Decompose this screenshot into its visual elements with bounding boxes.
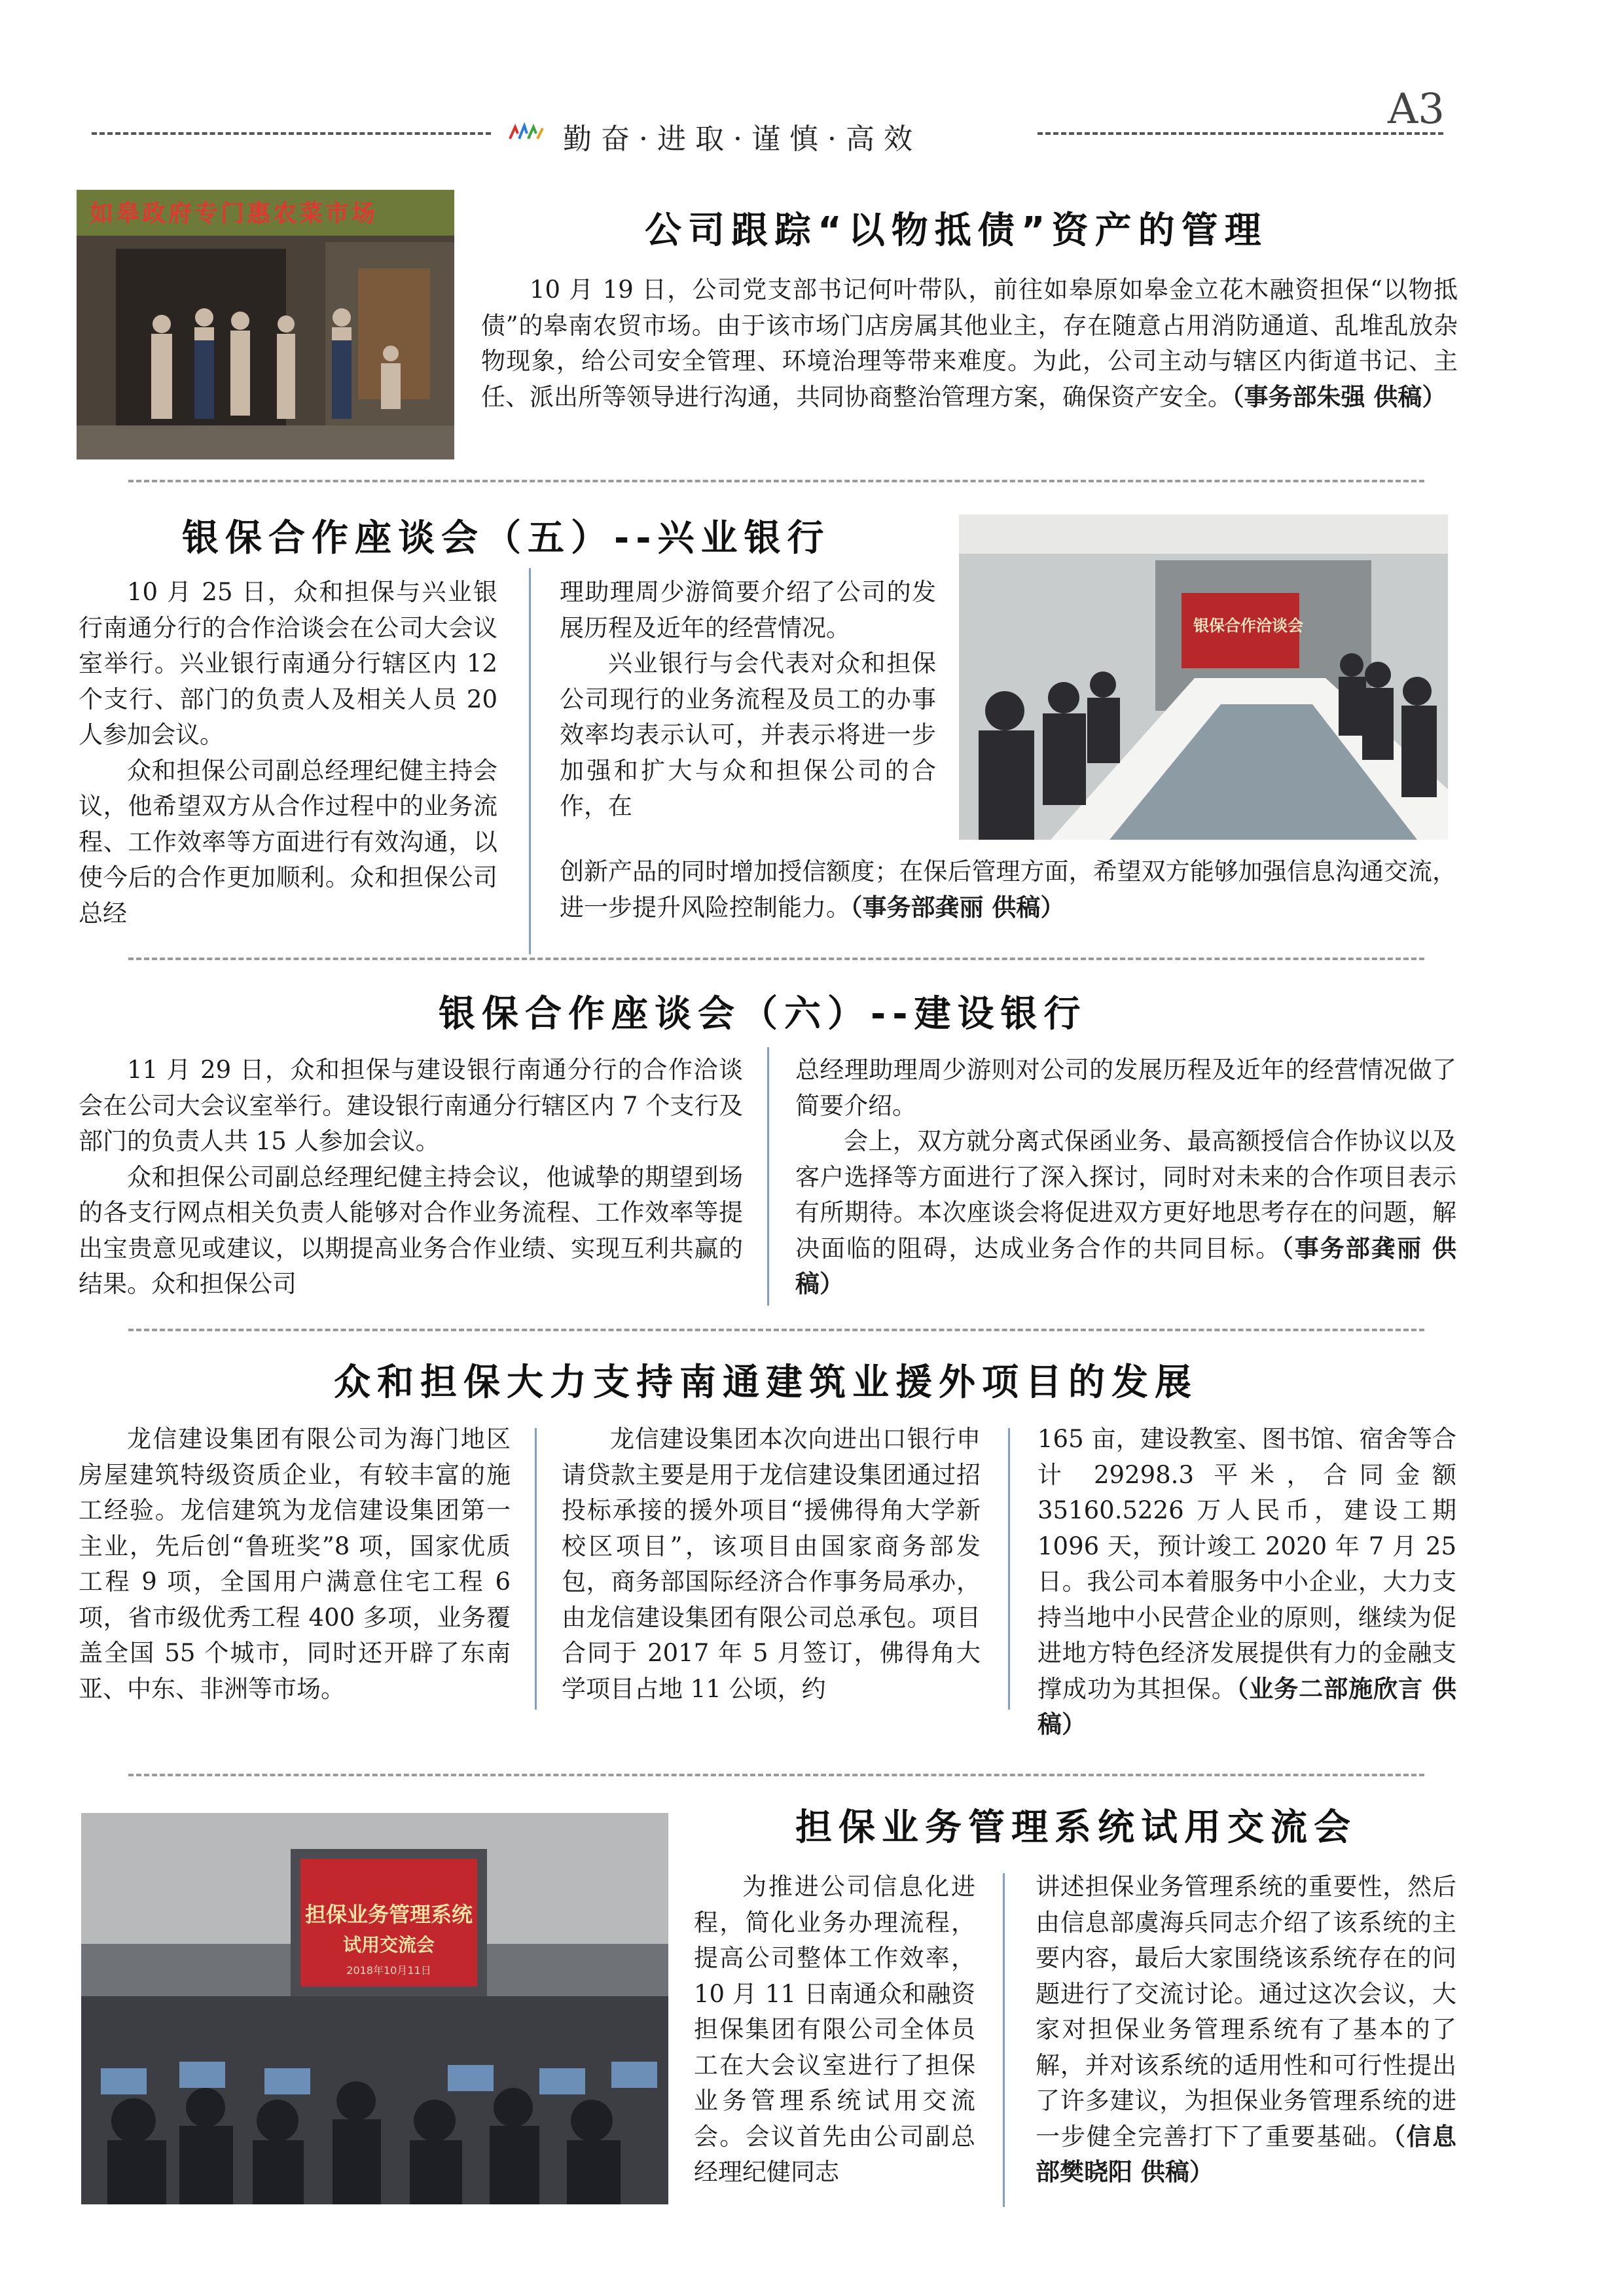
column-divider — [1008, 1428, 1010, 1710]
article-2-col2-paragraph: 理助理周少游简要介绍了公司的发展历程及近年的经营情况。 — [560, 578, 936, 642]
article-3-col2 — [795, 1052, 1456, 1302]
article-3-col1 — [79, 1052, 743, 1302]
section-divider — [128, 1329, 1424, 1331]
section-divider — [128, 958, 1424, 960]
article-1-paragraph: 10 月 19 日，公司党支部书记何叶带队，前往如皋原如皋金立花木融资担保“以物抵债”的皋南农贸市场。由于该市场门店房属其他业主，存在随意占用消防通道、乱堆乱放杂物现象，给公司安全管理、环境治理等带来难度。为此，公司主动与辖区内街道书记、主任、派出所等领导进行沟通，共同协商整治管理方案，确保资产安全。（事务部朱强 供稿） — [481, 276, 1458, 411]
page-number: A3 — [1388, 85, 1445, 134]
article-3-col1-paragraph: 众和担保公司副总经理纪健主持会议，他诚挚的期望到场的各支行网点相关负责人能够对合作业务流程、工作效率等提出宝贵意见或建议，以期提高业务合作业绩、实现互利共赢的结果。众和担保公司 — [79, 1162, 743, 1298]
article-2-col2 — [560, 575, 936, 825]
logo-icon — [507, 119, 547, 143]
article-5-col2 — [1036, 1869, 1456, 2191]
article-4-col1 — [79, 1422, 511, 1707]
article-3-title: 银保合作座谈会（六）--建设银行 — [439, 993, 1087, 1035]
market-banner-text: 如皋政府专门惠农菜市场 — [90, 200, 378, 227]
article-2-credit: （事务部龚丽 供稿） — [850, 893, 1065, 922]
training-screen-subtitle: 试用交流会 — [342, 1934, 435, 1956]
article-4-col1-paragraph: 龙信建设集团有限公司为海门地区房屋建筑特级资质企业，有较丰富的施工经验。龙信建筑为龙信建设集团第一主业，先后创“鲁班奖”8 项，国家优质工程 9 项，全国用户满意住宅工程 6 项，省市级优秀工程 400 多项，业务覆盖全国 55 个城市，同时还开辟了东南亚、中东、非洲等市场。 — [79, 1425, 511, 1703]
article-4-col3 — [1038, 1422, 1456, 1743]
training-screen-title: 担保业务管理系统 — [304, 1902, 473, 1927]
article-5-col1-paragraph: 为推进公司信息化进程，简化业务办理流程，提高公司整体工作效率， 10 月 11 日南通众和融资担保集团有限公司全体员工在大会议室进行了担保业务管理系统试用交流会。会议首先由公司副总经理纪健同志 — [694, 1873, 975, 2186]
article-4-credit: （业务二部施欣言 供稿） — [1038, 1674, 1457, 1738]
training-screen-date: 2018年10月11日 — [346, 1964, 431, 1977]
article-1-title: 公司跟踪“以物抵债”资产的管理 — [645, 209, 1268, 252]
article-3-col1-paragraph: 11 月 29 日，众和担保与建设银行南通分行的合作洽谈会在公司大会议室举行。建设银行南通分行辖区内 7 个支行及部门的负责人共 15 人参加会议。 — [79, 1056, 743, 1155]
article-4-col2-paragraph: 龙信建设集团本次向进出口银行申请贷款主要是用于龙信建设集团通过招投标承接的援外项目“援佛得角大学新校区项目”，该项目由国家商务部发包，商务部国际经济合作事务局承办，由龙信建设集团有限公司总承包。项目合同于 2017 年 5 月签订，佛得角大学项目占地 11 公顷，约 — [562, 1425, 981, 1703]
article-4-col2 — [562, 1422, 981, 1707]
article-2-tail-paragraph: 创新产品的同时增加授信额度；在保后管理方面，希望双方能够加强信息沟通交流，进一步提升风险控制能力。（事务部龚丽 供稿） — [560, 857, 1456, 922]
article-1-credit: （事务部朱强 供稿） — [1232, 382, 1447, 411]
article-4-col3-paragraph: 165 亩，建设教室、图书馆、宿舍等合计 29298.3 平米，合同金额 35160.5226 万人民币，建设工期 1096 天，预计竣工 2020 年 7 月 25 日。我公司本着服务中小企业，大力支持当地中小民营企业的原则，继续为促进地方特色经济发展提供有力的金融支撑成功为其担保。（业务二部施欣言 供稿） — [1038, 1425, 1457, 1738]
article-2-title: 银保合作座谈会（五）--兴业银行 — [182, 517, 831, 560]
meeting-screen-text: 银保合作洽谈会 — [1193, 617, 1303, 635]
section-divider — [128, 1774, 1424, 1776]
header-rule-left — [92, 132, 491, 135]
article-2-col1 — [79, 575, 497, 931]
article-2-col1-paragraph: 众和担保公司副总经理纪健主持会议，他希望双方从合作过程中的业务流程、工作效率等方面进行有效沟通，以使今后的合作更加顺利。众和担保公司总经 — [79, 756, 497, 927]
meeting-photo-1 — [959, 514, 1448, 840]
header-motto: 勤奋·进取·谨慎·高效 — [563, 122, 922, 156]
article-3-col2-paragraph: 总经理助理周少游则对公司的发展历程及近年的经营情况做了简要介绍。 — [795, 1056, 1456, 1120]
column-divider — [529, 568, 531, 954]
column-divider — [535, 1428, 537, 1710]
column-divider — [1003, 1873, 1005, 2207]
article-4-title: 众和担保大力支持南通建筑业援外项目的发展 — [334, 1361, 1198, 1404]
article-5-credit: （信息部樊晓阳 供稿） — [1036, 2122, 1456, 2186]
article-5-title: 担保业务管理系统试用交流会 — [795, 1806, 1357, 1849]
article-3-col2-paragraph: 会上，双方就分离式保函业务、最高额授信合作协议以及客户选择等方面进行了深入探讨，同时对未来的合作项目表示有所期待。本次座谈会将促进双方更好地思考存在的问题，解决面临的阻碍，达成业务合作的共同目标。（事务部龚丽 供稿） — [795, 1127, 1457, 1298]
article-5-col1 — [694, 1869, 975, 2191]
meeting-photo-2 — [81, 1813, 668, 2204]
article-1-body — [481, 272, 1458, 415]
market-photo — [77, 190, 454, 459]
article-2-tail — [560, 854, 1456, 925]
article-5-col2-paragraph: 讲述担保业务管理系统的重要性，然后由信息部虞海兵同志介绍了该系统的主要内容，最后大家围绕该系统存在的问题进行了交流讨论。通过这次会议，大家对担保业务管理系统有了基本的了解，并对该系统的适用性和可行性提出了许多建议，为担保业务管理系统的进一步健全完善打下了重要基础。（信息部樊晓阳 供稿） — [1036, 1873, 1456, 2186]
section-divider — [128, 480, 1424, 482]
article-2-col1-paragraph: 10 月 25 日，众和担保与兴业银行南通分行的合作洽谈会在公司大会议室举行。兴业银行南通分行辖区内 12 个支行、部门的负责人及相关人员 20 人参加会议。 — [79, 578, 497, 749]
article-2-col2-paragraph: 兴业银行与会代表对众和担保公司现行的业务流程及员工的办事效率均表示认可，并表示将进一步加强和扩大与众和担保公司的合作，在 — [560, 649, 936, 820]
header-rule-right — [1038, 132, 1443, 135]
column-divider — [767, 1047, 769, 1306]
article-3-credit: （事务部龚丽 供稿） — [795, 1234, 1457, 1298]
